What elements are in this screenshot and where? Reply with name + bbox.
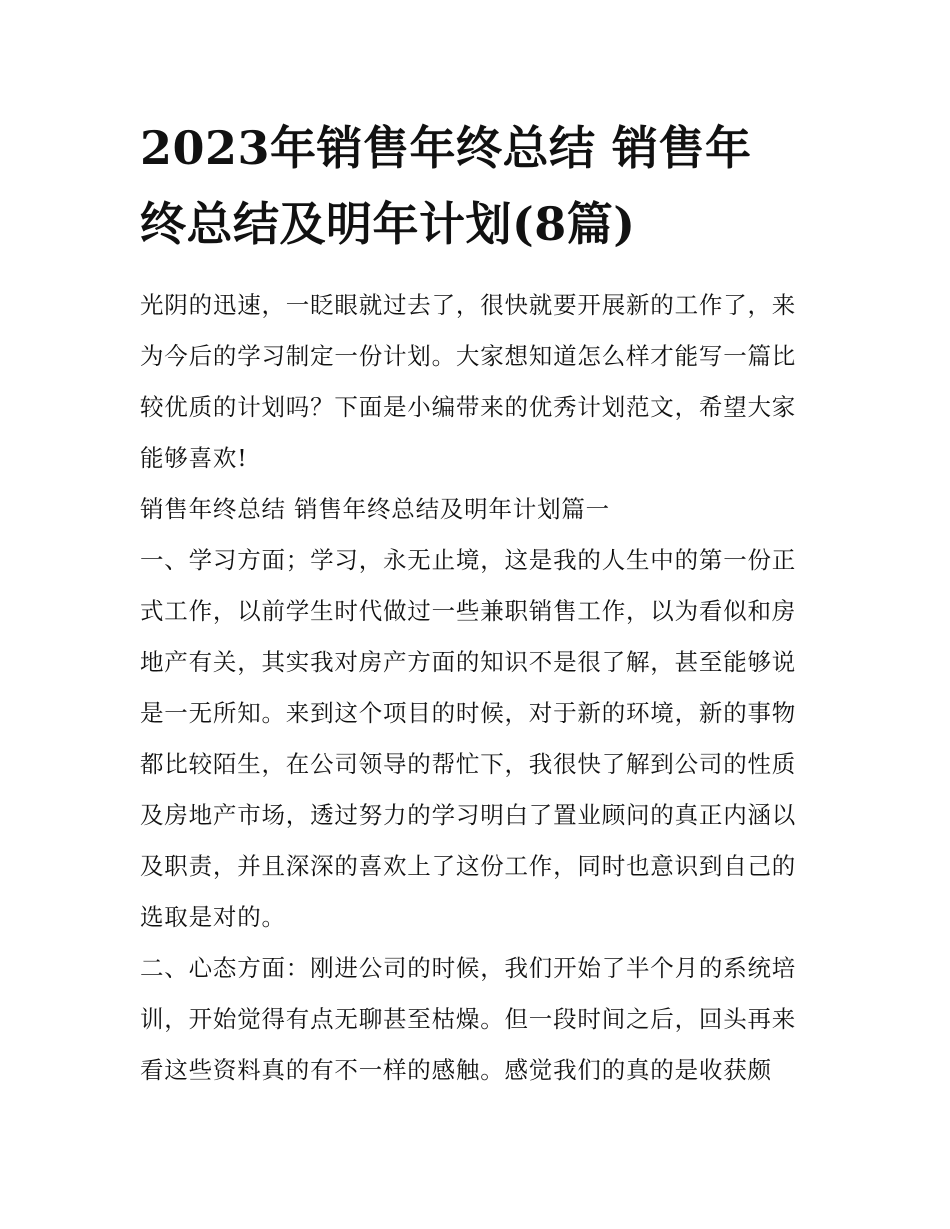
body-paragraph-mindset: 二、心态方面：刚进公司的时候，我们开始了半个月的系统培训，开始觉得有点无聊甚至枯燥。但一段时间之后，回头再来看这些资料真的有不一样的感触。感觉我们的真的是收获颇 [140, 954, 797, 1084]
document-title: 2023年销售年终总结 销售年 终总结及明年计划(8篇) [140, 121, 752, 251]
body-paragraph-learning: 一、学习方面；学习，永无止境，这是我的人生中的第一份正式工作，以前学生时代做过一些兼职销售工作，以为看似和房地产有关，其实我对房产方面的知识不是很了解，甚至能够说是一无所知。来到这个项目的时候，对于新的环境，新的事物都比较陌生，在公司领导的帮忙下，我很快了解到公司的性质及房地产市场，透过努力的学习明白了置业顾问的真正内涵以及职责，并且深深的喜欢上了这份工作，同时也意识到自己的选取是对的。 [140, 546, 797, 931]
intro-paragraph: 光阴的迅速，一眨眼就过去了，很快就要开展新的工作了，来为今后的学习制定一份计划。大家想知道怎么样才能写一篇比较优质的计划吗？下面是小编带来的优秀计划范文，希望大家能够喜欢! [140, 291, 797, 472]
document-body [140, 110, 815, 1096]
section-heading: 销售年终总结 销售年终总结及明年计划篇一 [140, 495, 610, 523]
